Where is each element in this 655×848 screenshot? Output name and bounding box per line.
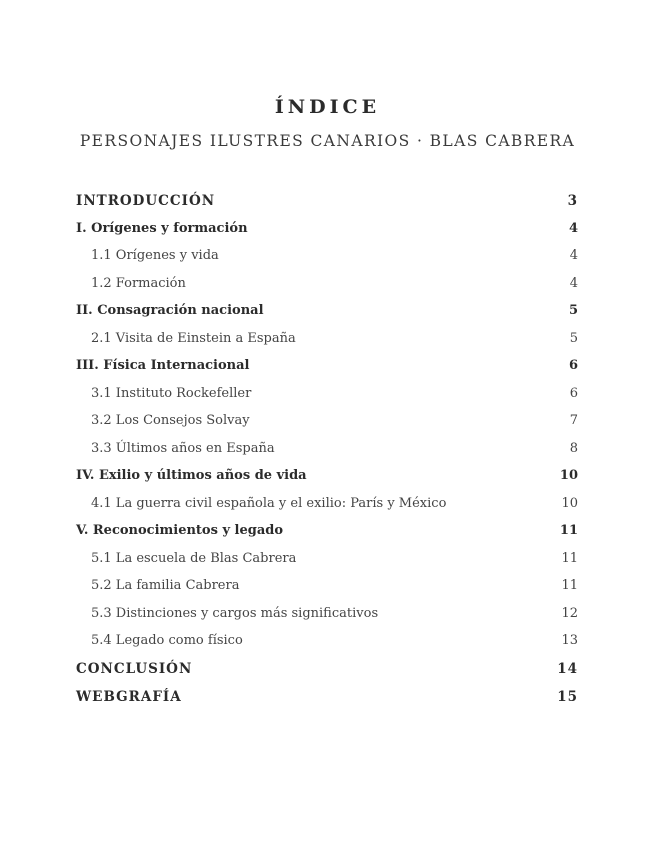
toc-entry-label: 5.4 Legado como físico xyxy=(91,633,243,648)
toc-entry-label: 4.1 La guerra civil española y el exilio: París y México xyxy=(91,496,447,511)
toc-entry-label: 5.1 La escuela de Blas Cabrera xyxy=(91,551,297,566)
toc-page-number: 4 xyxy=(569,276,578,291)
toc-entry-label: 3.2 Los Consejos Solvay xyxy=(91,413,250,428)
toc-entry-label: III. Física Internacional xyxy=(76,358,250,373)
toc-page-number: 4 xyxy=(569,248,578,263)
toc-entry-label: 5.2 La familia Cabrera xyxy=(91,578,240,593)
toc-subsection-entry[interactable] xyxy=(76,438,578,460)
toc-chapter-entry[interactable] xyxy=(76,465,578,487)
toc-page-number: 6 xyxy=(568,358,578,373)
toc-subsection-entry[interactable] xyxy=(76,383,578,405)
toc-entry-label: 1.2 Formación xyxy=(91,276,186,291)
toc-page-number: 4 xyxy=(568,221,578,236)
toc-page-number: 10 xyxy=(561,496,578,511)
toc-entry-label: V. Reconocimientos y legado xyxy=(76,523,284,538)
toc-page-number: 11 xyxy=(559,523,578,538)
toc-entry-label: INTRODUCCIÓN xyxy=(76,193,216,209)
toc-page-number: 14 xyxy=(557,661,578,677)
toc-page-number: 10 xyxy=(559,468,578,483)
toc-subsection-entry[interactable] xyxy=(76,328,578,350)
toc-section-entry[interactable] xyxy=(76,686,578,708)
toc-subsection-entry[interactable] xyxy=(76,245,578,267)
toc-chapter-entry[interactable] xyxy=(76,520,578,542)
toc-entry-label: 1.1 Orígenes y vida xyxy=(91,248,219,263)
index-title: ÍNDICE xyxy=(274,96,381,118)
toc-subsection-entry[interactable] xyxy=(76,493,578,515)
toc-subsection-entry[interactable] xyxy=(76,273,578,295)
index-subtitle: PERSONAJES ILUSTRES CANARIOS · BLAS CABRERA xyxy=(79,132,576,150)
toc-entry-label: II. Consagración nacional xyxy=(76,303,264,318)
toc-page-number: 15 xyxy=(557,689,578,705)
toc-page-number: 3 xyxy=(567,193,578,209)
toc-entry-label: 3.1 Instituto Rockefeller xyxy=(91,386,252,401)
toc-page-number: 6 xyxy=(569,386,578,401)
toc-subsection-entry[interactable] xyxy=(76,548,578,570)
toc-entry-label: 2.1 Visita de Einstein a España xyxy=(91,331,296,346)
toc-subsection-entry[interactable] xyxy=(76,410,578,432)
toc-entry-label: 3.3 Últimos años en España xyxy=(91,441,275,456)
toc-entry-label: WEBGRAFÍA xyxy=(76,689,182,705)
toc-page-number: 11 xyxy=(561,578,578,593)
toc-chapter-entry[interactable] xyxy=(76,218,578,240)
toc-entry-label: CONCLUSIÓN xyxy=(76,661,193,677)
toc-entry-label: I. Orígenes y formación xyxy=(76,221,248,236)
toc-page-number: 12 xyxy=(561,606,578,621)
toc-chapter-entry[interactable] xyxy=(76,355,578,377)
toc-subsection-entry[interactable] xyxy=(76,575,578,597)
toc-page-number: 5 xyxy=(569,331,578,346)
toc-entry-label: IV. Exilio y últimos años de vida xyxy=(76,468,307,483)
toc-section-entry[interactable] xyxy=(76,658,578,680)
toc-page-number: 13 xyxy=(561,633,578,648)
toc-section-entry[interactable] xyxy=(76,190,578,212)
toc-page-number: 11 xyxy=(561,551,578,566)
toc-entry-label: 5.3 Distinciones y cargos más significativos xyxy=(91,606,379,621)
toc-page-number: 8 xyxy=(569,441,578,456)
toc-page-number: 5 xyxy=(568,303,578,318)
toc-chapter-entry[interactable] xyxy=(76,300,578,322)
toc-subsection-entry[interactable] xyxy=(76,603,578,625)
toc-subsection-entry[interactable] xyxy=(76,630,578,652)
toc-page-number: 7 xyxy=(569,413,578,428)
